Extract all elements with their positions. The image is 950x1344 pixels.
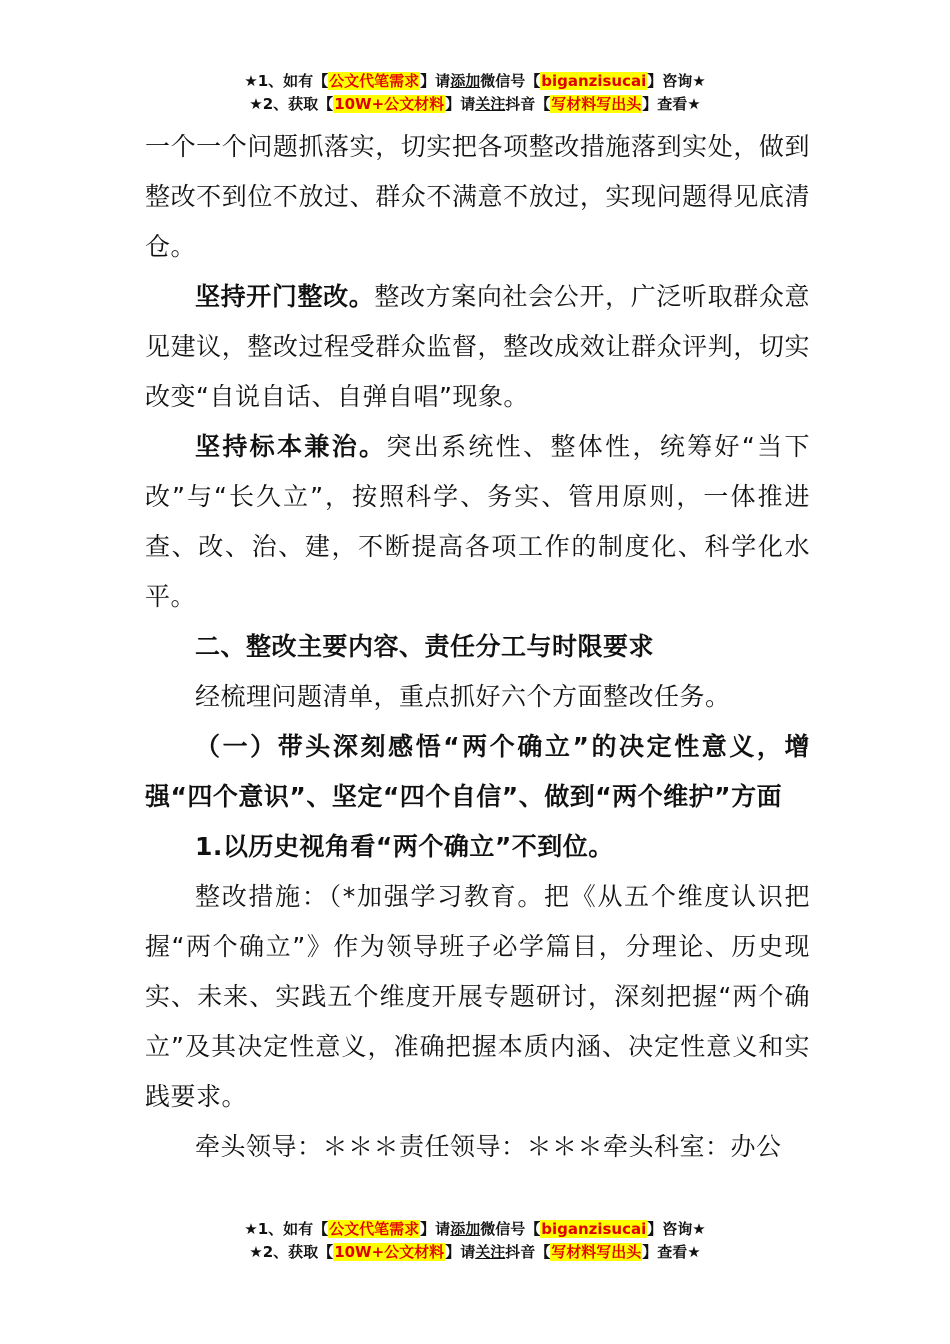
promo-text: 抖音【 <box>505 95 551 113</box>
promo-underline: 关注 <box>475 1243 506 1261</box>
promo-highlight: biganzisucai <box>541 1220 647 1238</box>
item-heading: 1.以历史视角看“两个确立”不到位。 <box>195 832 614 861</box>
promo-line-2 <box>0 1241 950 1264</box>
promo-highlight: 公文代笔需求 <box>329 72 420 90</box>
paragraph-lead: 坚持开门整改。 <box>195 282 375 311</box>
promo-highlight: 公文代笔需求 <box>329 1220 420 1238</box>
promo-text: ★1、如有【 <box>244 72 329 90</box>
promo-text: 】查看★ <box>642 1243 701 1261</box>
promo-text: ★1、如有【 <box>244 1220 329 1238</box>
promo-highlight: 10W+公文材料 <box>334 95 445 113</box>
subsection-heading: （一）带头深刻感悟“两个确立”的决定性意义，增强“四个意识”、坚定“四个自信”、做到“两个维护”方面 <box>145 732 810 811</box>
paragraph-text: 整改方案向社会公开，广泛听取群众意见建议，整改过程受群众监督，整改成效让群众评判，切实改变“自说自话、自弹自唱”现象。 <box>145 282 810 411</box>
promo-highlight: 写材料写出头 <box>551 95 642 113</box>
promo-underline: 添加 <box>450 1220 481 1238</box>
promo-line-1 <box>0 1218 950 1241</box>
promo-text: 】请 <box>445 95 476 113</box>
promo-underline: 关注 <box>475 95 506 113</box>
promo-text: 微信号【 <box>480 1220 541 1238</box>
promo-line-2 <box>0 93 950 116</box>
section-heading: 二、整改主要内容、责任分工与时限要求 <box>195 632 655 661</box>
promo-text: 】请 <box>420 1220 451 1238</box>
promo-text: 】咨询★ <box>647 1220 706 1238</box>
paragraph: 经梳理问题清单，重点抓好六个方面整改任务。 <box>195 682 731 711</box>
promo-line-1 <box>0 70 950 93</box>
paragraph-text: 突出系统性、整体性，统筹好“当下改”与“长久立”，按照科学、务实、管用原则，一体推进查、改、治、建，不断提高各项工作的制度化、科学化水平。 <box>145 432 810 611</box>
paragraph <box>145 422 810 622</box>
promo-text: ★2、获取【 <box>249 1243 334 1261</box>
promo-highlight: 10W+公文材料 <box>334 1243 445 1261</box>
promo-text: 】咨询★ <box>647 72 706 90</box>
promo-highlight: 写材料写出头 <box>551 1243 642 1261</box>
promo-text: 抖音【 <box>505 1243 551 1261</box>
document-body <box>145 122 810 1172</box>
promo-text: 】请 <box>445 1243 476 1261</box>
promo-text: 】查看★ <box>642 95 701 113</box>
promo-banner-bottom <box>0 1218 950 1264</box>
paragraph: 整改措施：（*加强学习教育。把《从五个维度认识把握“两个确立”》作为领导班子必学篇目，分理论、历史现实、未来、实践五个维度开展专题研讨，深刻把握“两个确立”及其决定性意义，准确把握本质内涵、决定性意义和实践要求。 <box>145 882 810 1111</box>
promo-highlight: biganzisucai <box>541 72 647 90</box>
promo-text: 】请 <box>420 72 451 90</box>
paragraph-lead: 坚持标本兼治。 <box>195 432 387 461</box>
promo-underline: 添加 <box>450 72 481 90</box>
promo-text: 微信号【 <box>480 72 541 90</box>
paragraph: 一个一个问题抓落实，切实把各项整改措施落到实处，做到整改不到位不放过、群众不满意不放过，实现问题得见底清仓。 <box>145 132 810 261</box>
paragraph: 牵头领导：＊＊＊责任领导：＊＊＊牵头科室：办公 <box>195 1132 782 1161</box>
promo-text: ★2、获取【 <box>249 95 334 113</box>
paragraph <box>145 272 810 422</box>
promo-banner-top <box>0 70 950 116</box>
